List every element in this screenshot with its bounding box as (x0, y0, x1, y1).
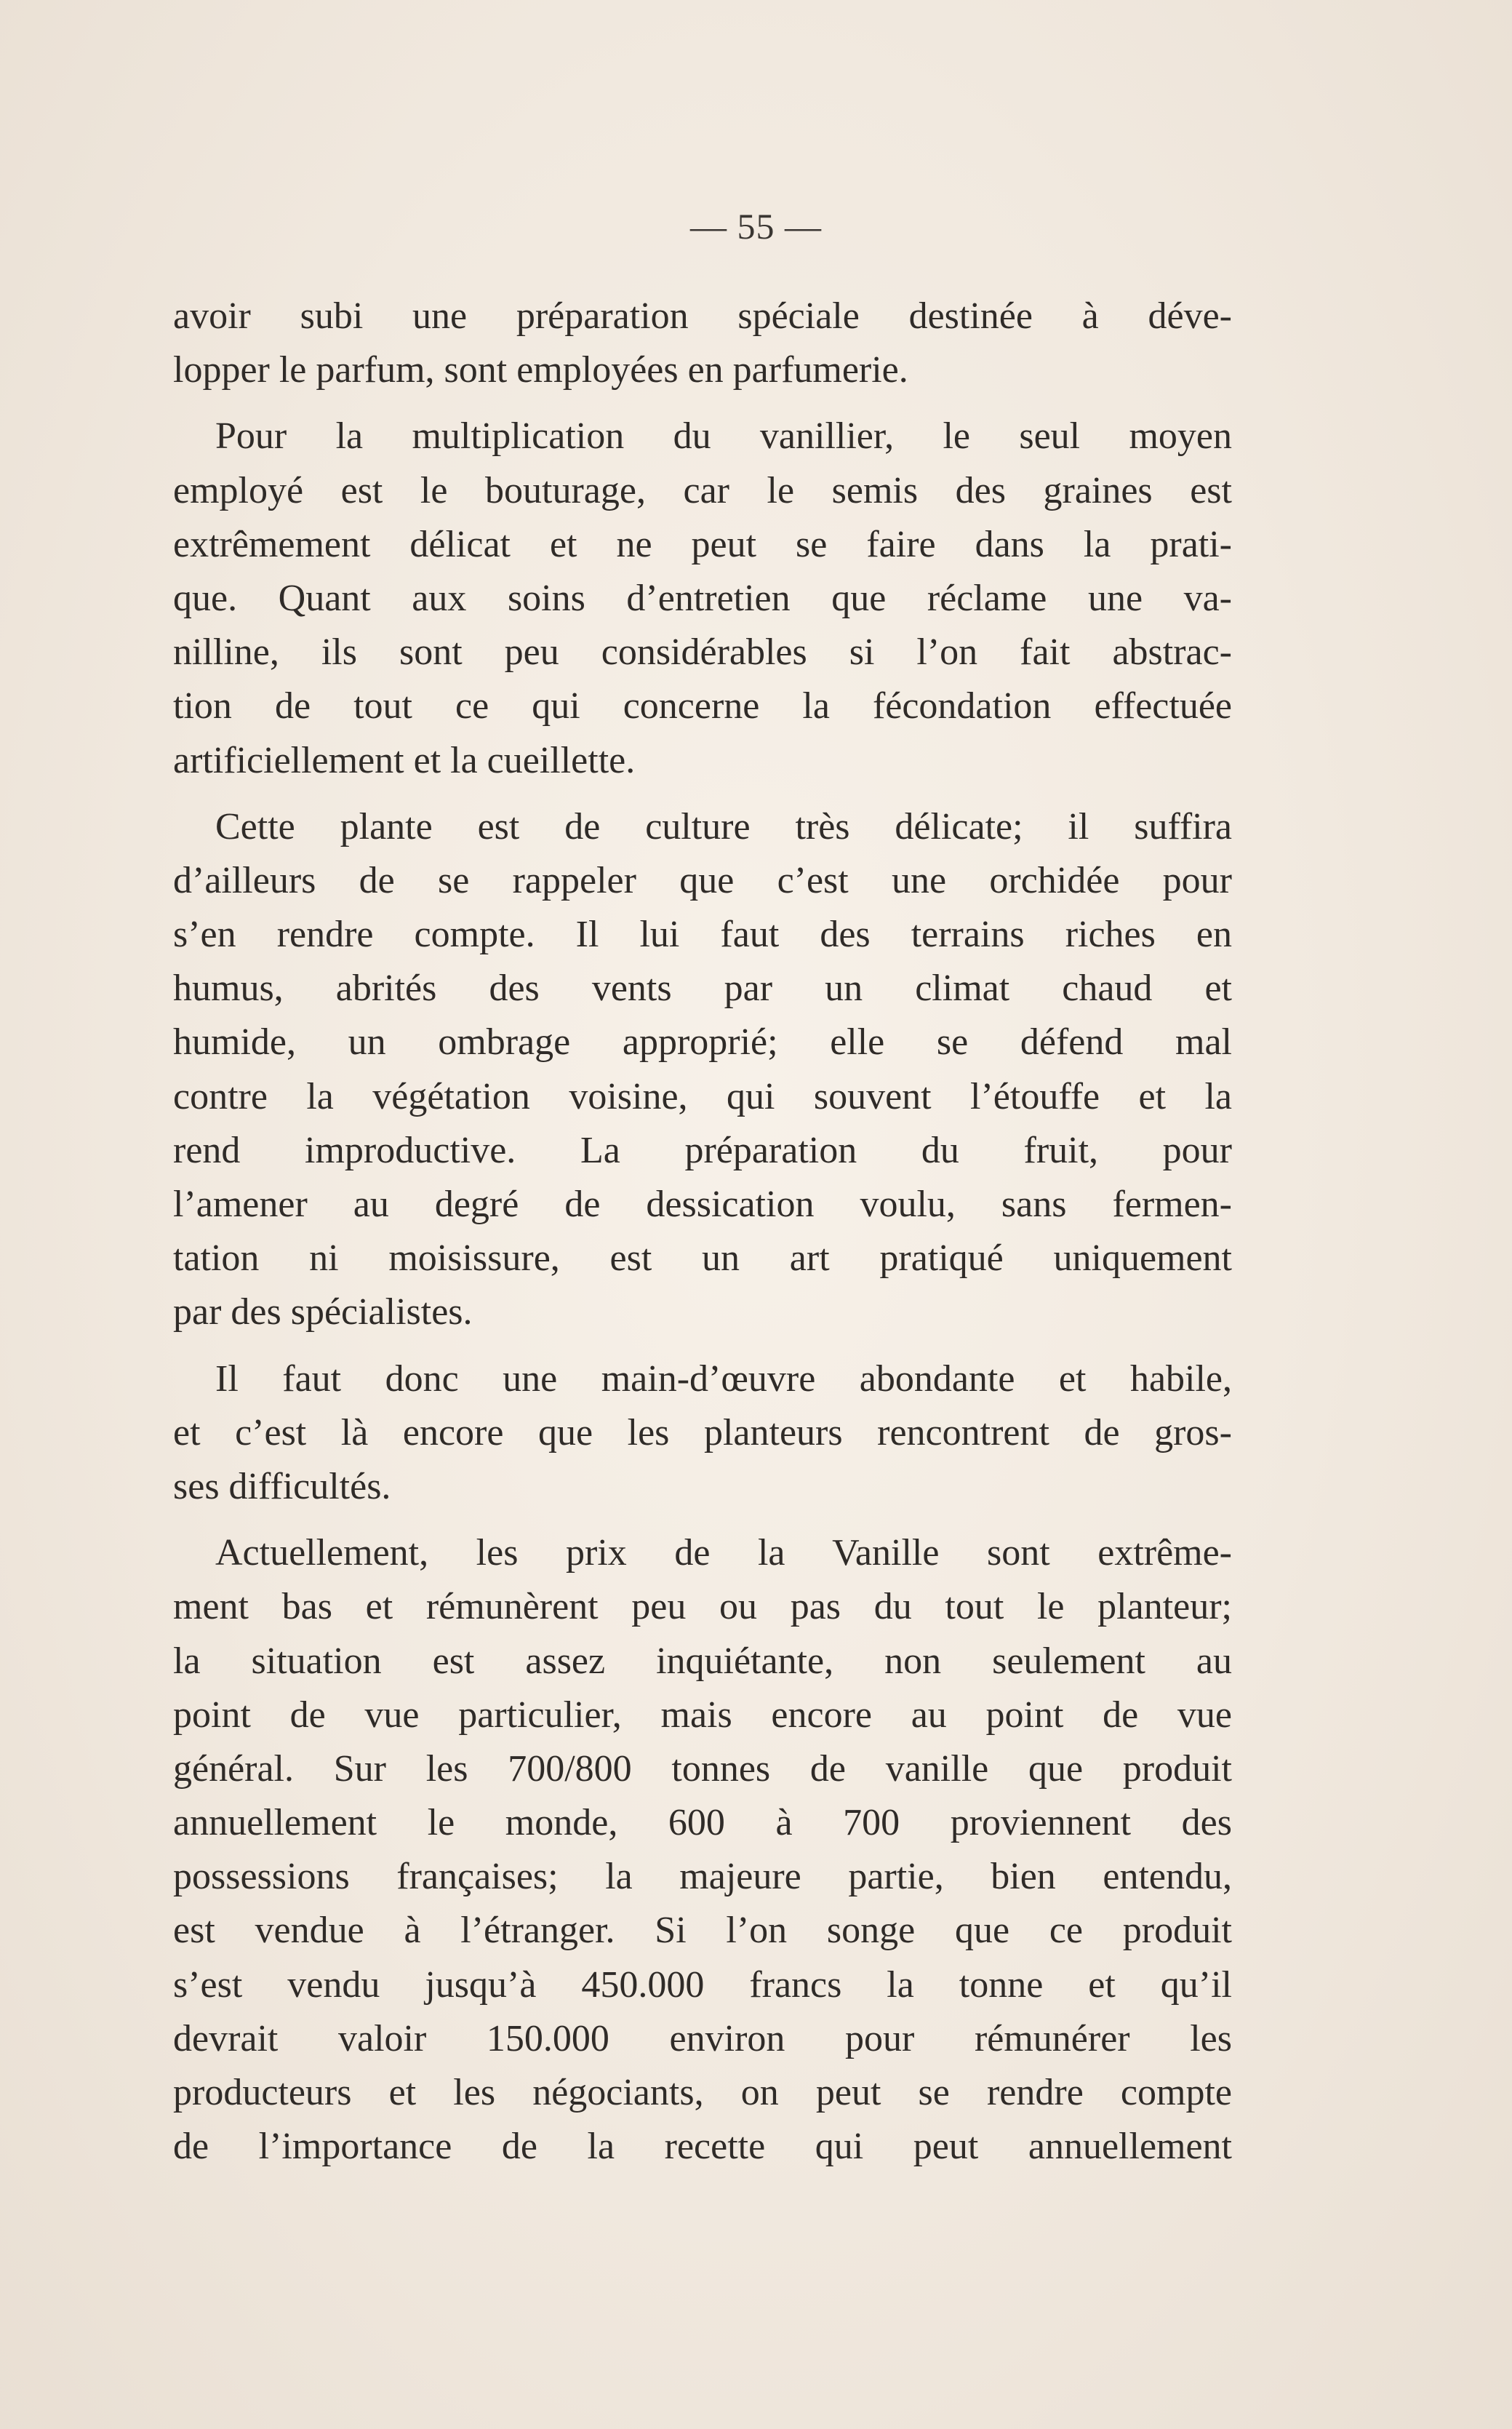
text-line: Il faut donc une main-d’œuvre abondante et habile, (215, 1357, 1232, 1400)
text-line: humide, un ombrage approprié; elle se défend mal (173, 1021, 1232, 1064)
text-line: par des spécialistes. (173, 1291, 473, 1333)
text-line: avoir subi une préparation spéciale destinée à déve- (173, 295, 1232, 337)
text-line: s’en rendre compte. Il lui faut des terrains riches en (173, 914, 1232, 956)
text-line: Actuellement, les prix de la Vanille sont extrême- (215, 1532, 1232, 1574)
text-line: Pour la multiplication du vanillier, le seul moyen (215, 415, 1232, 458)
text-line: la situation est assez inquiétante, non seulement au (173, 1640, 1232, 1682)
text-line: général. Sur les 700/800 tonnes de vanille que produit (173, 1747, 1232, 1790)
text-line: devrait valoir 150.000 environ pour rémunérer les (173, 2017, 1232, 2059)
text-line: ment bas et rémunèrent peu ou pas du tout le planteur; (173, 1586, 1232, 1628)
text-line: contre la végétation voisine, qui souvent l’étouffe et la (173, 1075, 1232, 1117)
paragraph-2 (173, 410, 1232, 787)
paragraph-4 (173, 1352, 1232, 1515)
text-line: lopper le parfum, sont employées en parfumerie. (173, 349, 908, 391)
text-line: d’ailleurs de se rappeler que c’est une orchidée pour (173, 859, 1232, 901)
page-number: — 55 — (690, 206, 822, 247)
body-text (173, 290, 1232, 2186)
paragraph-5 (173, 1526, 1232, 2174)
text-line: que. Quant aux soins d’entretien que réclame une va- (173, 577, 1232, 619)
text-line: tion de tout ce qui concerne la fécondation effectuée (173, 685, 1232, 727)
paragraph-1 (173, 290, 1232, 397)
paragraph-3 (173, 800, 1232, 1340)
text-line: Cette plante est de culture très délicate; il suffira (215, 805, 1232, 847)
text-line: l’amener au degré de dessication voulu, sans fermen- (173, 1184, 1232, 1225)
text-line: producteurs et les négociants, on peut se rendre compte (173, 2072, 1232, 2113)
text-line: ses difficultés. (173, 1465, 391, 1507)
text-line: artificiellement et la cueillette. (173, 739, 636, 781)
text-line: de l’importance de la recette qui peut annuellement (173, 2126, 1232, 2168)
text-line: annuellement le monde, 600 à 700 proviennent des (173, 1802, 1232, 1844)
text-line: est vendue à l’étranger. Si l’on songe que ce produit (173, 1910, 1232, 1952)
text-line: rend improductive. La préparation du fruit, pour (173, 1129, 1232, 1171)
text-line: point de vue particulier, mais encore au point de vue (173, 1694, 1232, 1736)
text-line: employé est le bouturage, car le semis des graines est (173, 469, 1232, 511)
text-line: s’est vendu jusqu’à 450.000 francs la tonne et qu’il (173, 1963, 1232, 2006)
text-line: tation ni moisissure, est un art pratiqué uniquement (173, 1237, 1232, 1280)
text-line: nilline, ils sont peu considérables si l’on fait abstrac- (173, 631, 1232, 674)
text-line: possessions françaises; la majeure partie, bien entendu, (173, 1856, 1232, 1898)
text-line: extrêmement délicat et ne peut se faire dans la prati- (173, 523, 1232, 565)
text-line: humus, abrités des vents par un climat chaud et (173, 968, 1232, 1010)
text-line: et c’est là encore que les planteurs rencontrent de gros- (173, 1411, 1232, 1453)
